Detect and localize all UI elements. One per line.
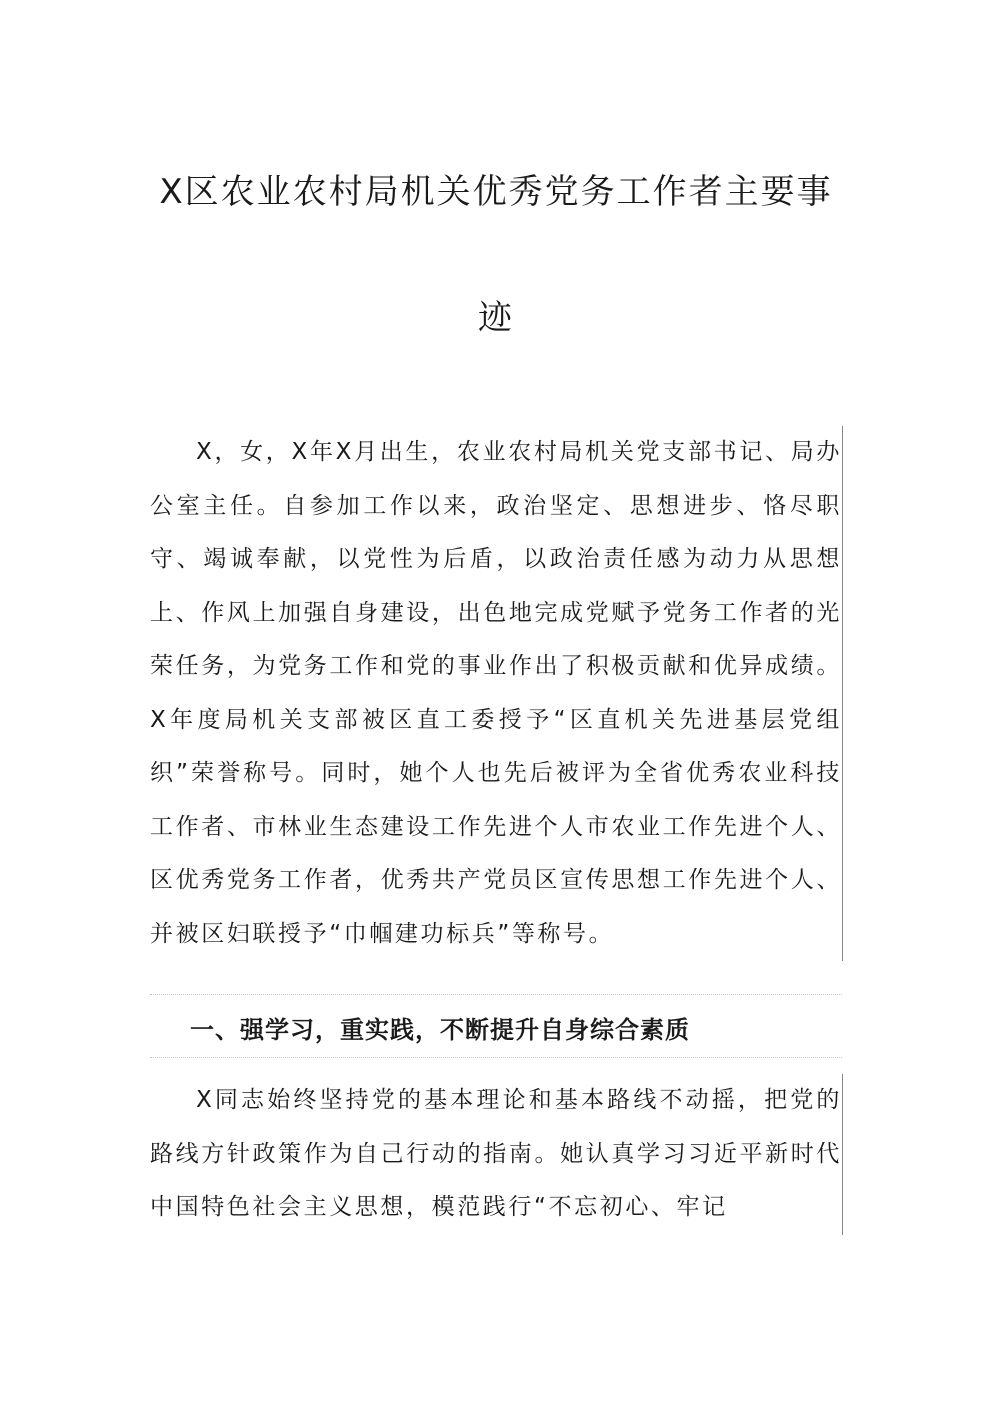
section1-paragraph: X同志始终坚持党的基本理论和基本路线不动摇，把党的路线方针政策作为自己行动的指南。她认真学习习近平新时代中国特色社会主义思想，模范践行“不忘初心、牢记 [150,1074,843,1235]
document-title-line2: 迹 [478,298,514,338]
section-divider-bottom [150,1057,842,1058]
intro-paragraph: X，女，X年X月出生，农业农村局机关党支部书记、局办公室主任。自参加工作以来，政治坚定、思想进步、恪尽职守、竭诚奉献，以党性为后盾，以政治责任感为动力从思想上、作风上加强自身建设，出色地完成党赋予党务工作者的光荣任务，为党务工作和党的事业作出了积极贡献和优异成绩。X年度局机关支部被区直工委授予“区直机关先进基层党组织”荣誉称号。同时，她个人也先后被评为全省优秀农业科技工作者、市林业生态建设工作先进个人市农业工作先进个人、区优秀党务工作者，优秀共产党员区宣传思想工作先进个人、并被区妇联授予“巾帼建功标兵”等称号。 [150,426,843,961]
document-title-line1: X区农业农村局机关优秀党务工作者主要事 [159,172,833,212]
section-heading: 一、强学习，重实践，不断提升自身综合素质 [190,1016,690,1044]
section-divider-top [150,994,842,995]
